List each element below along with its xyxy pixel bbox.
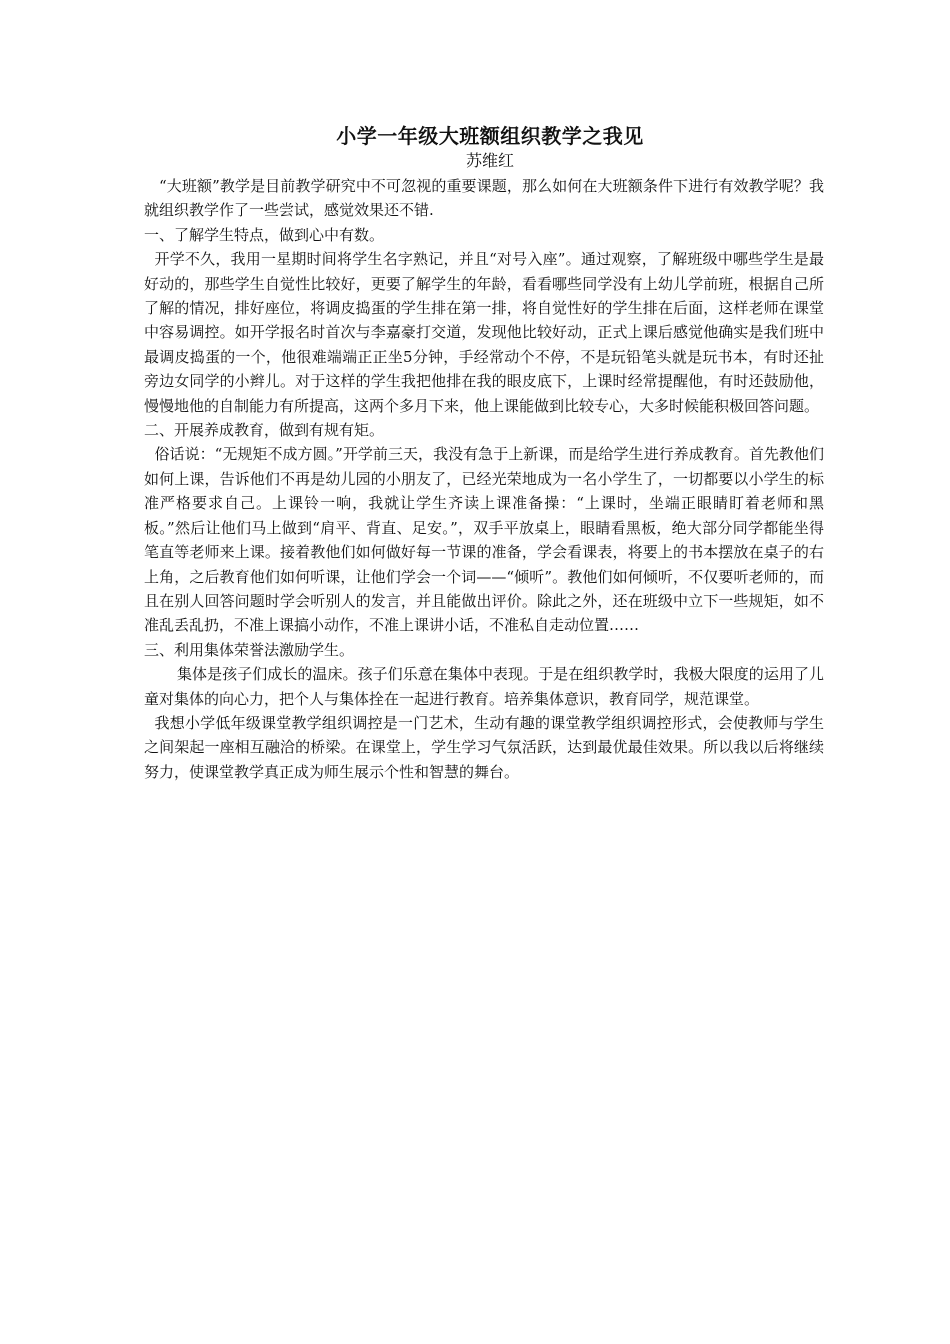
document-title: 小学一年级大班额组织教学之我见: [336, 124, 644, 148]
conclusion-paragraph: 我想小学低年级课堂教学组织调控是一门艺术，生动有趣的课堂教学组织调控形式，会使教师与学生之间架起一座相互融洽的桥梁。在课堂上，学生学习气氛活跃，达到最优最佳效果。所以我以后将继续努力，使课堂教学真正成为师生展示个性和智慧的舞台。: [144, 713, 824, 781]
intro-paragraph: “大班额”教学是目前教学研究中不可忽视的重要课题，那么如何在大班额条件下进行有效教学呢？我就组织教学作了一些尝试，感觉效果还不错.: [144, 177, 824, 220]
document-author: 苏维红: [465, 151, 514, 170]
section-3-body: 集体是孩子们成长的温床。孩子们乐意在集体中表现。于是在组织教学时，我极大限度的运用了儿童对集体的向心力，把个人与集体拴在一起进行教育。培养集体意识，教育同学，规范课堂。: [144, 665, 824, 708]
section-1-heading: 一、了解学生特点，做到心中有数。: [144, 225, 385, 244]
section-2-body: 俗话说：“无规矩不成方圆。”开学前三天，我没有急于上新课，而是给学生进行养成教育。首先教他们如何上课，告诉他们不再是幼儿园的小朋友了，已经光荣地成为一名小学生了，一切都要以小学生的标准严格要求自己。上课铃一响，我就让学生齐读上课准备操：“上课时，坐端正眼睛盯着老师和黑板。”然后让他们马上做到“肩平、背直、足安。”，双手平放桌上，眼睛看黑板，绝大部分同学都能坐得笔直等老师来上课。接着教他们如何做好每一节课的准备，学会看课表，将要上的书本摆放在桌子的右上角，之后教育他们如何听课，让他们学会一个词——“倾听”。教他们如何倾听，不仅要听老师的，而且在别人回答问题时学会听别人的发言，并且能做出评价。除此之外，还在班级中立下一些规矩，如不准乱丢乱扔，不准上课搞小动作，不准上课讲小话，不准私自走动位置……: [144, 445, 824, 635]
document-content: [144, 122, 824, 784]
section-2-heading: 二、开展养成教育，做到有规有矩。: [144, 421, 385, 440]
section-3-heading: 三、利用集体荣誉法激励学生。: [144, 640, 355, 659]
section-1-body: 开学不久，我用一星期时间将学生名字熟记，并且“对号入座”。通过观察，了解班级中哪些学生是最好动的，那些学生自觉性比较好，更要了解学生的年龄，看看哪些同学没有上幼儿学前班，根据自己所了解的情况，排好座位，将调皮捣蛋的学生排在第一排，将自觉性好的学生排在后面，这样老师在课堂中容易调控。如开学报名时首次与李嘉豪打交道，发现他比较好动，正式上课后感觉他确实是我们班中最调皮捣蛋的一个，他很难端端正正坐5分钟，手经常动个不停，不是玩铅笔头就是玩书本，有时还扯旁边女同学的小辫儿。对于这样的学生我把他排在我的眼皮底下，上课时经常提醒他，有时还鼓励他，慢慢地他的自制能力有所提高，这两个多月下来，他上课能做到比较专心，大多时候能积极回答问题。: [144, 250, 824, 415]
